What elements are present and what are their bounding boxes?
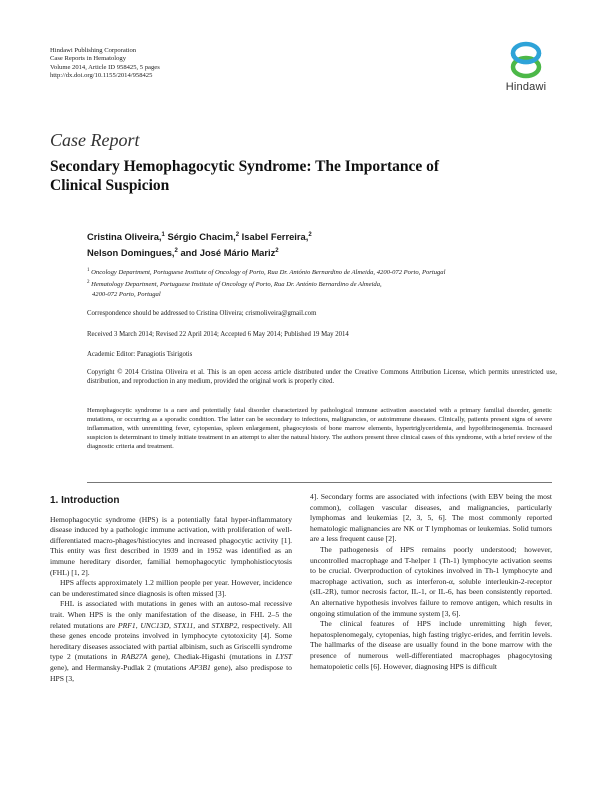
author-name[interactable]: Isabel Ferreira,: [241, 231, 309, 243]
copyright-notice: Copyright © 2014 Cristina Oliveira et al. This is an open access article distributed under the Creative Commons Attribution License, which permits unrestricted use, distribution, and reproduction in any medium, provided the original work is properly cited.: [87, 369, 557, 386]
paragraph: 4]. Secondary forms are associated with infections (with EBV being the most common), collagen vascular diseases, and malignancies, particularly lymphomas and leukemias [2, 3, 5, 6]. The most commonly reported hematologic malignancies are NK or T lymphomas or leukemias. Solid tumors are a less frequent cause [2].: [310, 492, 552, 544]
right-column: [310, 492, 552, 672]
gene-name: STX11,: [173, 620, 196, 630]
paragraph: FHL is associated with mutations in genes with an autoso-mal recessive trait. When HPS is the only manifestation of the disease, in FHL 2–5 the related mutations are PRF1, UNC13D, STX11, and STXBP2, respectively. All these genes encode proteins involved in lymphocyte cytotoxicity [4]. Some hereditary diseases associated with partial albinism, such as Griscelli syndrome type 2 (mutations in RAB27A gene), Chediak-Higashi (mutations in LYST gene), and Hermansky-Pudlak 2 (mutations AP3B1 gene), also predispose to HPS [3,: [50, 599, 292, 683]
paragraph: Hemophagocytic syndrome (HPS) is a potentially fatal hyper-inflammatory disease induced by a pathologic immune activation, with proliferation of well-differentiated macro-phages/histiocytes and increased phagocytic activity [1]. This entity was first described in 1939 and in 1952 was identified as an immune hereditary disorder, familial hemophagocytic lymphohistiocytosis (FHL) [1, 2].: [50, 514, 292, 577]
logo-text: Hindawi: [505, 81, 547, 93]
gene-name: AP3B1: [189, 662, 211, 672]
hindawi-logo-icon: [506, 40, 546, 80]
doi-link[interactable]: http://dx.doi.org/10.1155/2014/958425: [50, 72, 153, 80]
correspondence[interactable]: Correspondence should be addressed to Cristina Oliveira; crismoliveira@gmail.com: [87, 310, 317, 317]
affiliations: [87, 266, 557, 299]
author-name[interactable]: Sérgio Chacim,: [167, 231, 236, 243]
title-line-2: Clinical Suspicion: [50, 177, 170, 194]
gene-name: PRF1, UNC13D,: [118, 620, 171, 630]
affiliation-1: $^1$ Oncology Department, Portuguese Institute of Oncology of Porto, Rua Dr. António Bernardino de Almeida, 4200-072 Porto, Portugal: [87, 268, 446, 277]
gene-name: RAB27A: [121, 652, 148, 662]
left-column: [50, 496, 292, 684]
publisher: Hindawi Publishing Corporation: [50, 47, 137, 54]
article-dates: Received 3 March 2014; Revised 22 April 2014; Accepted 6 May 2014; Published 19 May 2014: [87, 331, 349, 338]
author-name[interactable]: Cristina Oliveira,: [87, 231, 162, 243]
article-title: [50, 157, 550, 195]
author-name[interactable]: Nelson Domingues,: [87, 247, 175, 259]
journal-name: Case Reports in Hematology: [50, 55, 126, 63]
section-heading: 1. Introduction: [50, 495, 120, 506]
gene-name: STXBP2,: [211, 620, 240, 630]
author-name[interactable]: and José Mário Mariz: [180, 247, 276, 259]
gene-name: LYST: [275, 652, 292, 662]
academic-editor: Academic Editor: Panagiotis Tsirigotis: [87, 351, 193, 358]
divider: [87, 482, 552, 483]
volume-info: Volume 2014, Article ID 958425, 5 pages: [50, 63, 160, 71]
affiliation-2-continued: 4200-072 Porto, Portugal: [92, 290, 161, 298]
abstract: Hemophagocytic syndrome is a rare and potentially fatal disorder characterized by pathological immune activation associated with a primary familial disorder, genetic mutations, or occurring as a sporadic condition. The latter can be secondary to infections, malignancies, or autoimmune diseases. Clinically, patients present signs of severe inflammation, with unremitting fever, cytopenias, spleen enlargement, phagocytosis of bone marrow elements, hypertriglyceridemia, and hypofibrinogenemia. Increased suspicion is determinant to timely initiate treatment in an attempt to alter the natural history. The authors present three clinical cases of this syndrome, with a brief review of the diagnostic criteria and treatment.: [87, 407, 552, 451]
paragraph: The clinical features of HPS include unremitting high fever, hepatosplenomegaly, cytopenias, high fasting triglyc-erides, and ferritin levels. The hallmarks of the disease are usually found in the bone marrow with the presence of numerous well-differentiated macrophages phagocytosing hematopoietic cells [6]. However, diagnosing HPS is difficult: [310, 619, 552, 671]
paragraph: The pathogenesis of HPS remains poorly understood; however, uncontrolled macrophage and T-helper 1 (Th-1) lymphocyte activation seems to be crucial. Overproduction of cytokines involved in Th-1 lymphocyte and macrophage activation, such as interferon-α, soluble interleukin-2-receptor (sIL-2R), tumor necrosis factor, IL-1, or IL-6, has been consistently reported. An alternative hypothesis involves failure to remove antigen, which results in ongoing stimulation of the immune system [3, 6].: [310, 544, 552, 618]
hindawi-logo[interactable]: [498, 40, 554, 102]
paragraph: HPS affects approximately 1.2 million people per year. However, incidence can be underestimated since diagnosis is often missed [3].: [50, 578, 292, 598]
affiliation-2: $^2$ Hematology Department, Portuguese Institute of Oncology of Porto, Rua Dr. António Bernardino de Almeida,: [87, 279, 382, 288]
journal-info: [50, 47, 160, 81]
article-type: Case Report: [50, 130, 140, 150]
title-line-1: Secondary Hemophagocytic Syndrome: The Importance of: [50, 158, 440, 175]
author-list: Cristina Oliveira,$^1$ Sérgio Chacim,$^2$ Isabel Ferreira,$^2$ Nelson Domingues,$^2$ and José Mário Mariz$^2$: [87, 231, 312, 259]
